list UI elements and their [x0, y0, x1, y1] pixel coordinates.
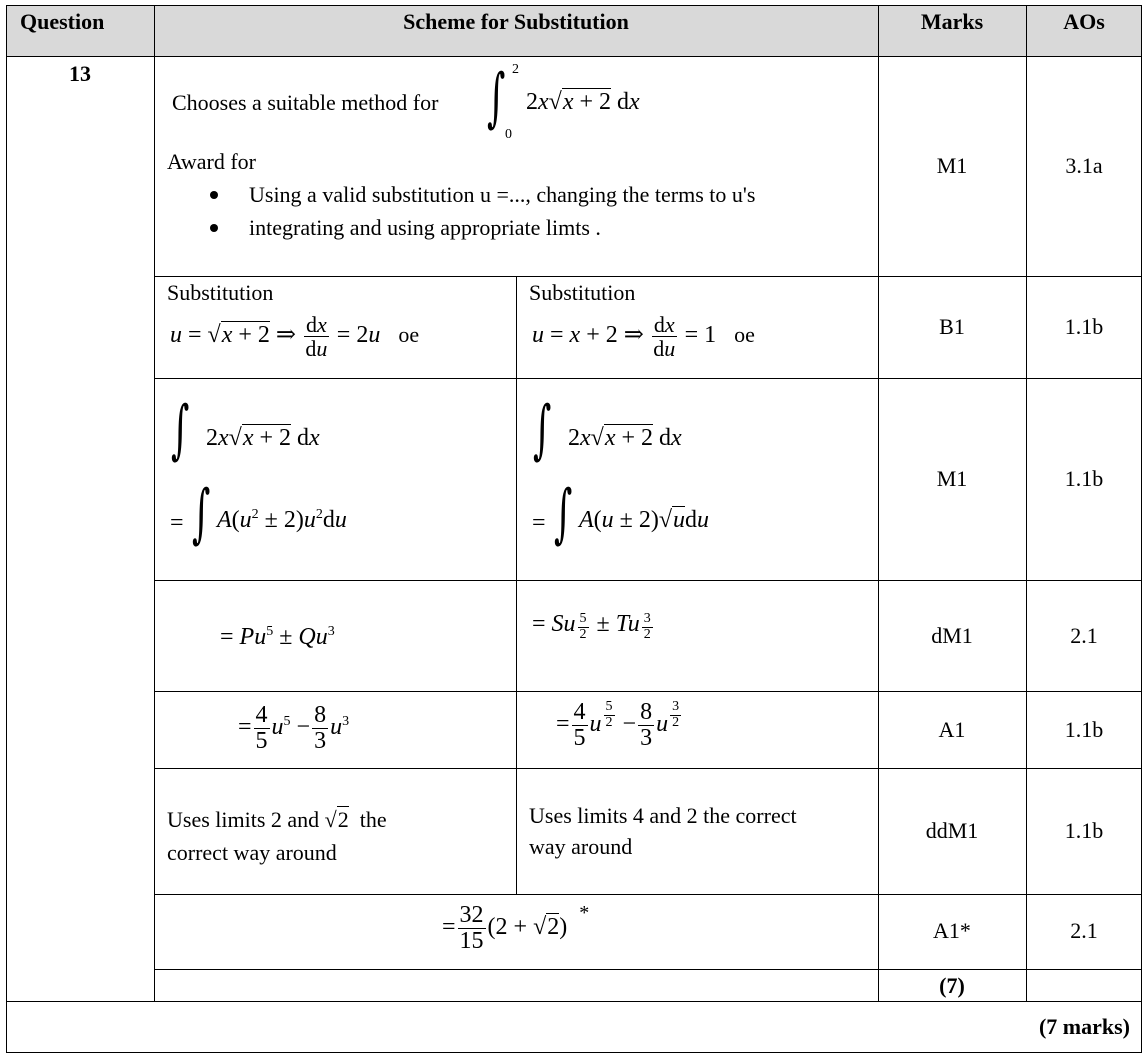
row3-ao: 1.1b: [1064, 466, 1104, 491]
row3-left-eq: =: [170, 510, 184, 536]
grid-line: [154, 969, 1142, 970]
row4-mark: dM1: [931, 623, 973, 648]
row3-right-eq: =: [532, 510, 546, 536]
row3-left-line2: $A(u^2 \pm 2)u^2du$: [217, 507, 347, 533]
grid-line: [154, 894, 1142, 895]
award-bullet-1: Using a valid substitution u =..., changing the terms to u's: [249, 182, 756, 207]
row6-left-text-a: Uses limits 2 and: [167, 807, 320, 832]
row2-right-title: Substitution: [529, 280, 636, 305]
row5-ao: 1.1b: [1064, 717, 1104, 742]
total-row-border: [6, 1001, 1142, 1053]
integral-sign: ∫: [554, 477, 573, 551]
bullet-icon: [210, 191, 218, 199]
integral-upper-limit: 2: [512, 62, 519, 77]
row7-expr: = $\frac{32}{15}$ (2 + √2) *: [442, 902, 590, 955]
header-marks: Marks: [920, 9, 984, 34]
total-marks: (7 marks): [1038, 1014, 1130, 1039]
row6-left-line1: Uses limits 2 and √2 the: [167, 807, 387, 832]
row5-mark: A1: [938, 717, 966, 742]
question-number: 13: [69, 61, 91, 86]
integral-sign: ∫: [533, 393, 552, 467]
grid-line: [154, 378, 1142, 379]
row3-left-line1: 2x√x + 2 dx: [206, 425, 320, 451]
row4-left-expr: = $Pu^5 \pm Qu^3$: [220, 624, 335, 650]
row1-ao: 3.1a: [1065, 153, 1103, 178]
header-scheme: Scheme for Substitution: [403, 9, 629, 34]
row3-right-line2: A(u ± 2)√udu: [579, 507, 710, 533]
row6-right-line2: way around: [529, 834, 633, 859]
row5-left-expr: = $\frac{4}{5}$ $u^5$ − $\frac{8}{3}$ $u^3$: [238, 702, 350, 755]
row6-left-text-b: the: [359, 807, 387, 832]
grid-line: [154, 691, 1142, 692]
integral-lower-limit: 0: [505, 127, 512, 142]
grid-line: [154, 5, 155, 1002]
row2-mark: B1: [939, 314, 965, 339]
integral-sign: ∫: [171, 393, 190, 467]
row3-right-line1: 2x√x + 2 dx: [568, 425, 682, 451]
row6-ao: 1.1b: [1064, 818, 1104, 843]
integral-sign: ∫: [487, 61, 506, 135]
header-question: Question: [20, 9, 105, 34]
row1-mark: M1: [936, 153, 968, 178]
row7-ao: 2.1: [1070, 918, 1098, 943]
row6-left-line2: correct way around: [167, 840, 337, 865]
bullet-icon: [210, 224, 218, 232]
row5-right-expr: = $\frac{4}{5}$ u $\frac{5}{2}$ − $\frac{8}{3}$ u $\frac{3}{2}$: [556, 699, 680, 752]
method-intro: Chooses a suitable method for: [172, 90, 439, 115]
row2-ao: 1.1b: [1064, 314, 1104, 339]
award-for-label: Award for: [167, 149, 256, 174]
grid-line: [154, 768, 1142, 769]
row4-ao: 2.1: [1070, 623, 1098, 648]
grid-line: [154, 580, 1142, 581]
row7-mark: A1*: [933, 918, 971, 943]
row3-mark: M1: [936, 466, 968, 491]
row4-right-expr: = Su $\frac{5}{2}$ ± Tu $\frac{3}{2}$: [532, 611, 651, 642]
grid-line: [154, 276, 1142, 277]
row6-left-sqrt: 2: [337, 807, 349, 832]
row6-right-line1: Uses limits 4 and 2 the correct: [529, 803, 797, 828]
award-bullet-2: integrating and using appropriate limts .: [249, 215, 601, 240]
integral-sign: ∫: [192, 477, 211, 551]
header-aos: AOs: [1063, 9, 1105, 34]
row2-left-expr: u = √x + 2 ⇒ $\frac{dx}{du}$ = 2u oe: [170, 312, 420, 362]
subtotal-marks: (7): [939, 973, 965, 998]
row6-mark: ddM1: [925, 818, 979, 843]
grid-line: [6, 56, 1142, 57]
row2-left-title: Substitution: [167, 280, 274, 305]
integrand: 2x√x + 2 dx: [526, 89, 640, 115]
row2-right-expr: u = x + 2 ⇒ $\frac{dx}{du}$ = 1 oe: [532, 312, 755, 362]
grid-line: [516, 276, 517, 894]
